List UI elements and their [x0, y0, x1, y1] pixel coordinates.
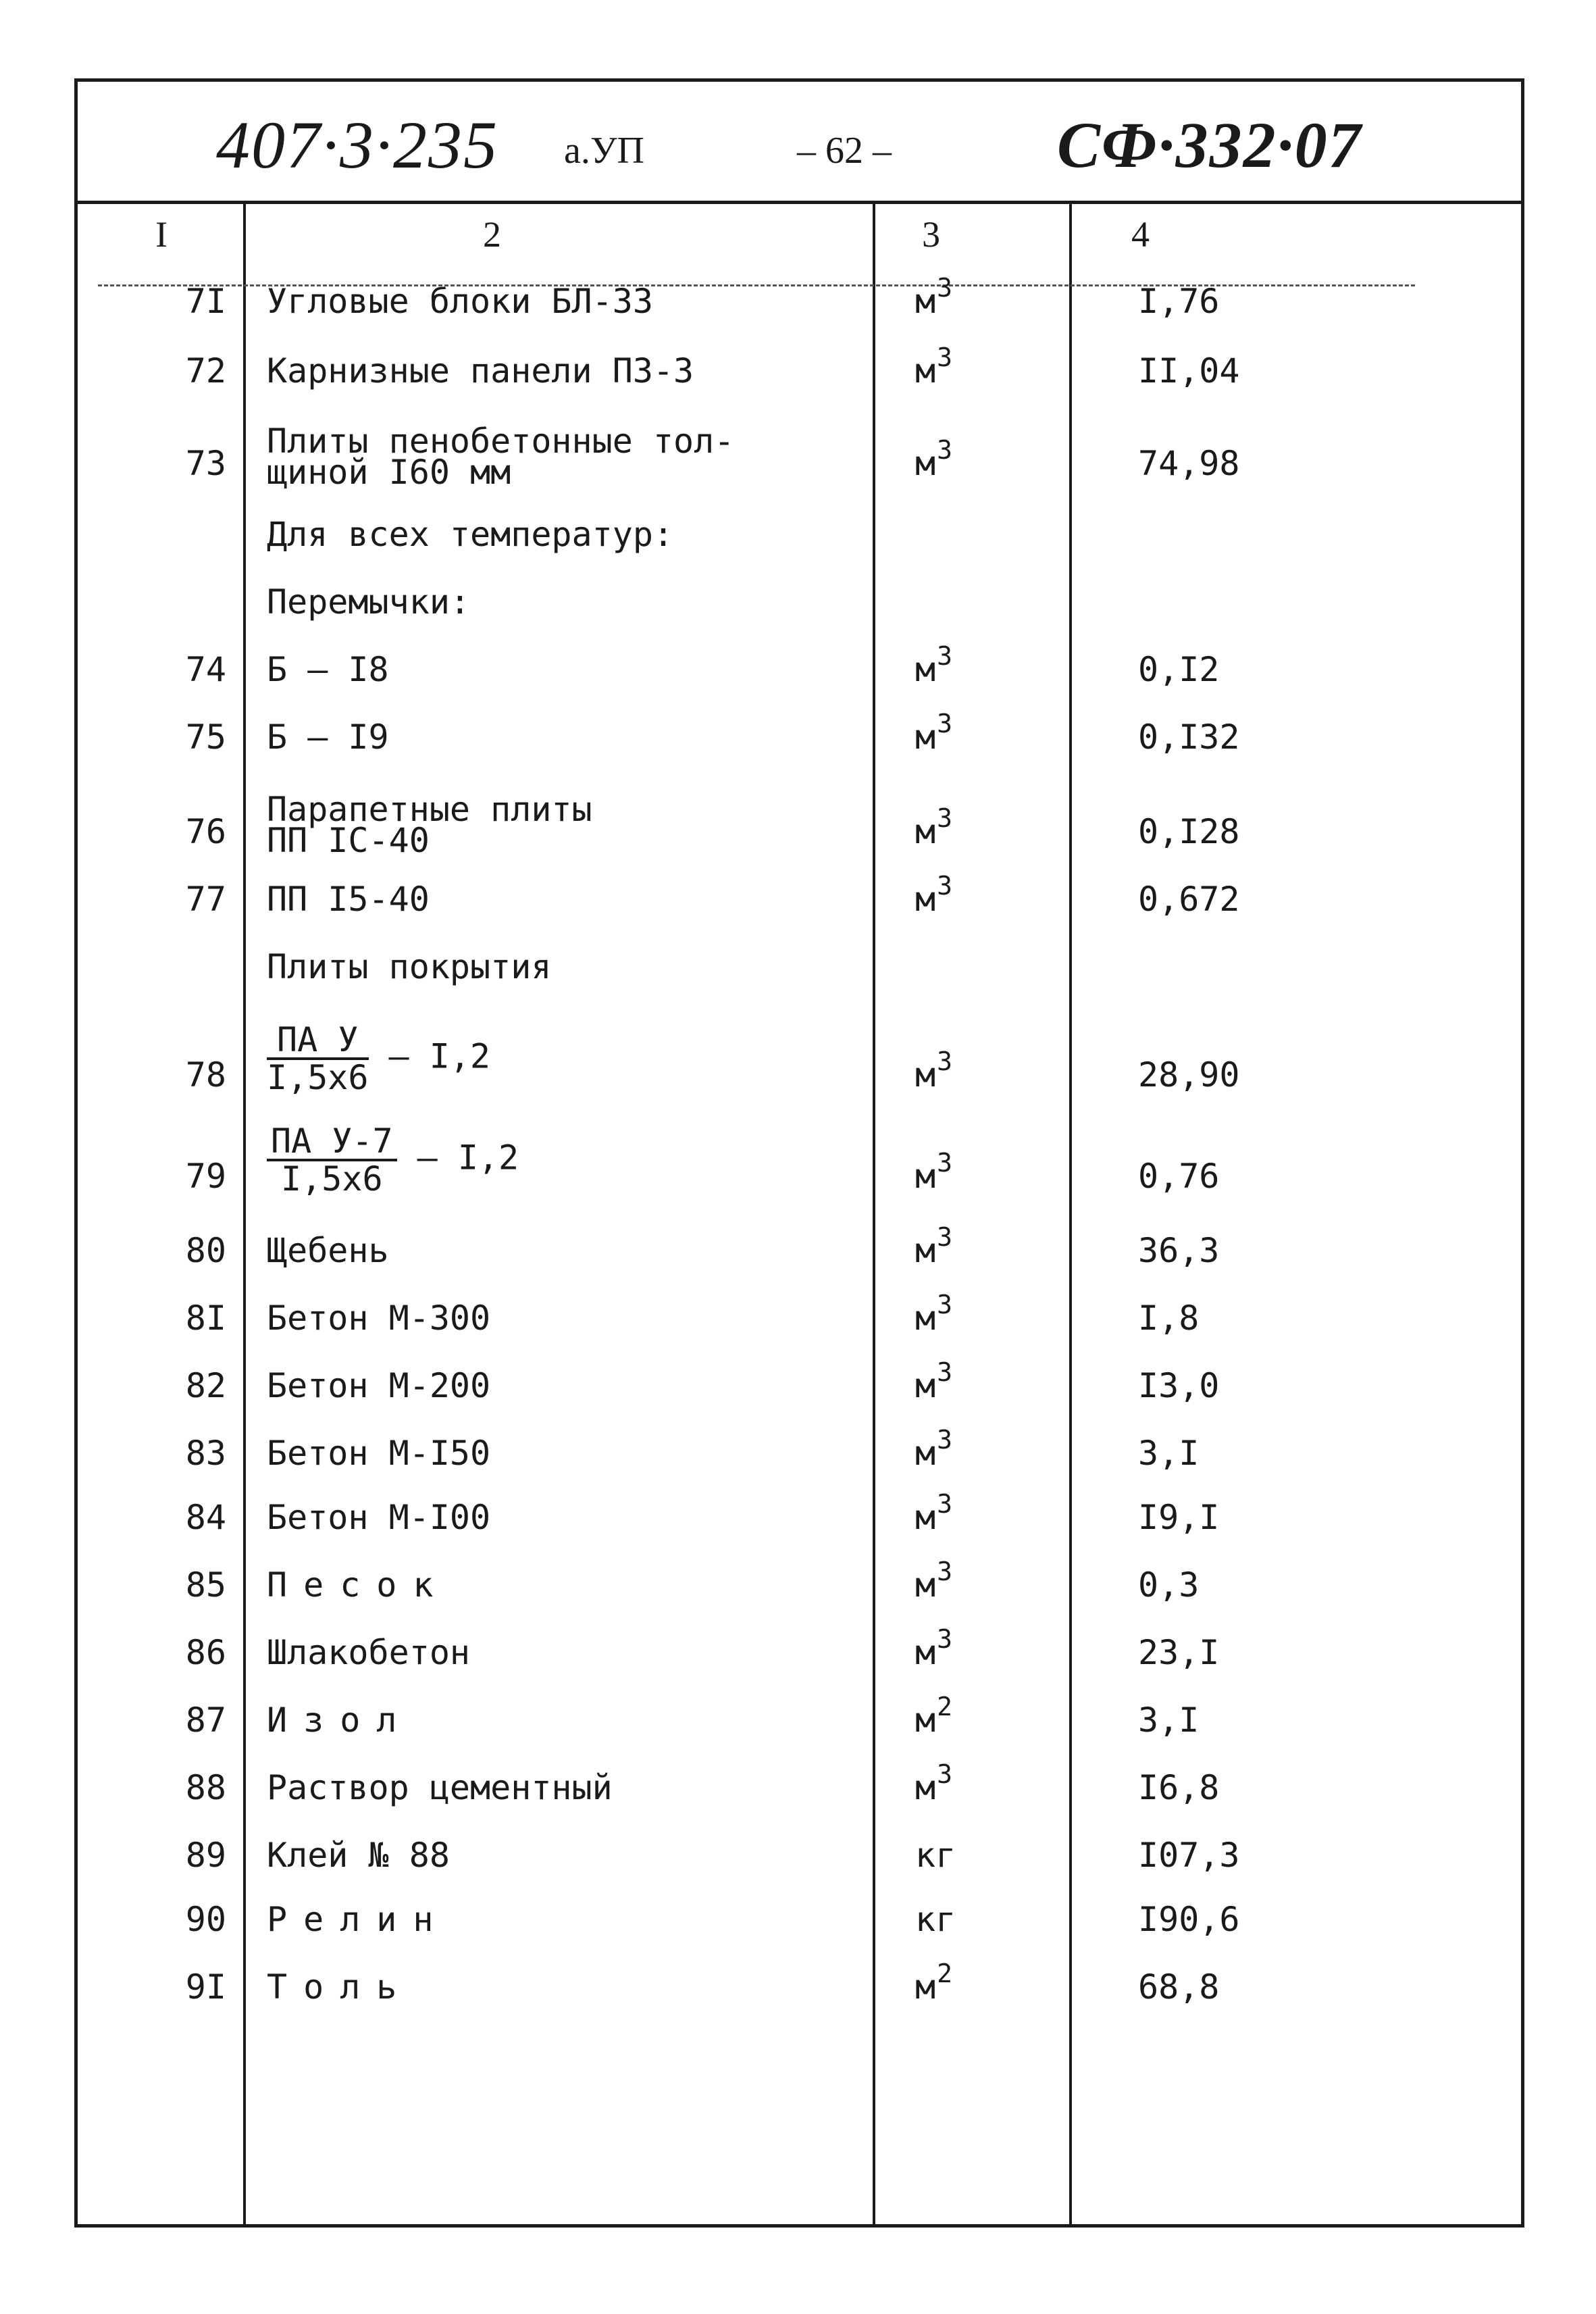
quantity: I3,0 — [1138, 1366, 1220, 1405]
unit — [915, 871, 1003, 920]
table-row — [78, 1020, 1521, 1098]
quantity: I9,I — [1138, 1498, 1220, 1537]
quantity: I07,3 — [1138, 1836, 1240, 1875]
fraction-numerator: ПА У — [267, 1022, 369, 1060]
unit — [915, 1759, 1003, 1808]
table-row — [78, 1624, 1521, 1703]
table-row — [78, 790, 1521, 861]
table-row — [78, 273, 1521, 351]
row-number: 78 — [185, 1055, 226, 1095]
item-fraction — [267, 1022, 369, 1095]
row-number: 90 — [185, 1900, 226, 1939]
item-name-line-1: Перемычки: — [267, 582, 471, 622]
unit — [915, 803, 1003, 852]
item-name — [267, 1969, 413, 2005]
row-number: 88 — [185, 1768, 226, 1807]
unit — [915, 1959, 1003, 2007]
quantity: 23,I — [1138, 1633, 1220, 1672]
row-number: 76 — [185, 812, 226, 851]
item-name-line-1: Изол — [267, 1701, 413, 1740]
unit-base: м — [915, 1633, 936, 1672]
unit — [915, 517, 1003, 555]
item-name — [267, 584, 470, 620]
unit — [915, 709, 1003, 757]
unit — [915, 1902, 1003, 1940]
unit-base: кг — [915, 1836, 956, 1875]
table-row — [78, 1838, 1521, 1905]
row-number: 86 — [185, 1633, 226, 1672]
unit-exponent: 3 — [937, 1425, 952, 1455]
table-row — [78, 1290, 1521, 1368]
table-row — [78, 1959, 1521, 2037]
unit-exponent: 3 — [937, 1148, 952, 1178]
unit-exponent: 3 — [937, 273, 952, 303]
column-header-1: I — [155, 214, 168, 255]
unit — [915, 1838, 1003, 1876]
item-name — [267, 1635, 470, 1670]
item-name-line-1: Бетон М-300 — [267, 1299, 491, 1338]
row-number: 85 — [185, 1565, 226, 1605]
unit-base: м — [915, 1231, 936, 1270]
unit — [915, 1692, 1003, 1740]
row-number: 73 — [185, 444, 226, 483]
table-row — [78, 1902, 1521, 1969]
album-label: а.УП — [564, 130, 644, 172]
unit-base: м — [915, 1434, 936, 1473]
row-number: 8I — [185, 1299, 226, 1338]
row-number: 74 — [185, 650, 226, 689]
item-name — [267, 1838, 450, 1873]
unit-base: м — [915, 1701, 936, 1740]
table-row — [78, 1557, 1521, 1635]
item-name-line-1: Угловые блоки БЛ-33 — [267, 282, 653, 321]
row-number: 80 — [185, 1231, 226, 1270]
quantity: 74,98 — [1138, 444, 1240, 483]
unit-exponent: 3 — [937, 1624, 952, 1654]
item-name — [267, 517, 673, 552]
item-name-line-1: Толь — [267, 1967, 413, 2007]
unit — [915, 1357, 1003, 1406]
row-number: 87 — [185, 1701, 226, 1740]
unit-base: м — [915, 880, 936, 919]
fraction-suffix: – I,2 — [417, 1138, 519, 1178]
item-name — [267, 652, 389, 687]
unit-base: м — [915, 1157, 936, 1196]
unit — [915, 1148, 1003, 1197]
item-name-line-1: Для всех температур: — [267, 515, 674, 554]
row-number: 75 — [185, 718, 226, 757]
item-name — [267, 1301, 490, 1336]
unit-base: м — [915, 1565, 936, 1605]
item-name — [267, 1436, 490, 1471]
table-row — [78, 641, 1521, 720]
unit-base: м — [915, 282, 936, 321]
item-name-line-1: ПП I5-40 — [267, 880, 430, 919]
item-name-line-1: Бетон М-200 — [267, 1366, 491, 1405]
item-name — [267, 284, 653, 319]
unit-exponent: 3 — [937, 1047, 952, 1076]
quantity: 0,76 — [1138, 1157, 1220, 1196]
item-name-line-2: ПП IС-40 — [267, 821, 430, 860]
fraction-denominator: I,5х6 — [281, 1159, 383, 1199]
unit-exponent: 3 — [937, 1222, 952, 1252]
quantity: 3,I — [1138, 1434, 1200, 1473]
unit — [915, 1047, 1003, 1095]
table-row — [78, 1357, 1521, 1436]
item-name — [267, 1368, 490, 1403]
quantity: 0,3 — [1138, 1565, 1200, 1605]
column-header-3: 3 — [922, 214, 940, 255]
item-name — [267, 790, 592, 860]
unit — [915, 1624, 1003, 1673]
item-name-line-1: Шлакобетон — [267, 1633, 471, 1672]
unit — [915, 949, 1003, 987]
item-name — [267, 720, 389, 755]
item-name — [267, 1902, 450, 1937]
row-number: 79 — [185, 1157, 226, 1196]
unit-exponent: 3 — [937, 709, 952, 738]
table-row — [78, 422, 1521, 493]
item-name-line-1: Релин — [267, 1900, 450, 1939]
row-number: 77 — [185, 880, 226, 919]
unit-exponent: 3 — [937, 803, 952, 833]
row-number: 7I — [185, 282, 226, 321]
item-name-line-1: Клей № 88 — [267, 1836, 450, 1875]
unit-exponent: 3 — [937, 1557, 952, 1586]
unit — [915, 1222, 1003, 1271]
item-name-line-1: Плиты пенобетонные тол- — [267, 422, 735, 461]
quantity: 28,90 — [1138, 1055, 1240, 1095]
unit-base: м — [915, 1768, 936, 1807]
unit-base: м — [915, 1366, 936, 1405]
row-number: 84 — [185, 1498, 226, 1537]
header-divider — [78, 201, 1521, 204]
row-number: 89 — [185, 1836, 226, 1875]
unit-exponent: 3 — [937, 435, 952, 465]
project-code: 407·3·235 — [216, 107, 498, 182]
quantity: II,04 — [1138, 351, 1240, 391]
unit-exponent: 3 — [937, 1759, 952, 1789]
unit-exponent: 3 — [937, 641, 952, 671]
unit-base: м — [915, 1967, 936, 2007]
row-number: 72 — [185, 351, 226, 391]
unit-base: м — [915, 812, 936, 851]
unit-base: м — [915, 718, 936, 757]
unit — [915, 584, 1003, 622]
unit — [915, 1489, 1003, 1538]
table-row — [78, 1759, 1521, 1838]
item-name-line-1: Плиты покрытия — [267, 947, 552, 986]
table-row — [78, 709, 1521, 787]
column-header-2: 2 — [483, 214, 501, 255]
item-name — [267, 1500, 490, 1535]
unit-exponent: 3 — [937, 1489, 952, 1519]
table-row — [78, 949, 1521, 1017]
quantity: I,8 — [1138, 1299, 1200, 1338]
table-row — [78, 871, 1521, 949]
table-row — [78, 1222, 1521, 1301]
item-name-line-1: Бетон М-I00 — [267, 1498, 491, 1537]
unit-exponent: 3 — [937, 871, 952, 901]
unit — [915, 1290, 1003, 1338]
item-name-line-1: Бетон М-I50 — [267, 1434, 491, 1473]
quantity: I,76 — [1138, 282, 1220, 321]
unit — [915, 435, 1003, 484]
row-number: 82 — [185, 1366, 226, 1405]
item-name-line-1: Щебень — [267, 1231, 389, 1270]
sheet-code: СФ·332·07 — [1057, 109, 1362, 181]
table-row — [78, 1425, 1521, 1503]
unit-exponent: 2 — [937, 1959, 952, 1988]
quantity: 0,I32 — [1138, 718, 1240, 757]
page-number: – 62 – — [797, 130, 892, 172]
unit-base: м — [915, 1299, 936, 1338]
unit-exponent: 3 — [937, 1357, 952, 1387]
unit-base: м — [915, 1055, 936, 1095]
item-name — [267, 1703, 413, 1738]
quantity: 3,I — [1138, 1701, 1200, 1740]
item-name-line-2: щиной I60 мм — [267, 453, 511, 492]
item-name-line-1: Раствор цементный — [267, 1768, 613, 1807]
item-name-line-1: Б – I8 — [267, 650, 389, 689]
item-name — [267, 1022, 490, 1095]
item-name-line-1: Карнизные панели ПЗ-3 — [267, 351, 694, 391]
item-name — [267, 422, 735, 492]
item-name — [267, 949, 551, 984]
quantity: I6,8 — [1138, 1768, 1220, 1807]
quantity: 0,I2 — [1138, 650, 1220, 689]
unit — [915, 1557, 1003, 1605]
item-name — [267, 1233, 389, 1268]
table-row — [78, 343, 1521, 421]
unit-base: м — [915, 650, 936, 689]
table-row — [78, 1692, 1521, 1770]
unit-base: м — [915, 444, 936, 483]
unit-exponent: 3 — [937, 1290, 952, 1319]
unit — [915, 273, 1003, 322]
item-name-line-1: Парапетные плиты — [267, 790, 592, 829]
item-name — [267, 882, 430, 917]
unit — [915, 1425, 1003, 1474]
document-frame — [74, 78, 1524, 2228]
fraction-numerator: ПА У-7 — [267, 1124, 397, 1161]
item-name — [267, 351, 694, 391]
unit — [915, 343, 1003, 391]
row-number: 83 — [185, 1434, 226, 1473]
item-name-line-1: Б – I9 — [267, 718, 389, 757]
unit-base: м — [915, 1498, 936, 1537]
item-name — [267, 1124, 519, 1197]
quantity: 0,672 — [1138, 880, 1240, 919]
item-name — [267, 1567, 450, 1603]
table-row — [78, 517, 1521, 584]
unit-base: м — [915, 351, 936, 391]
quantity: 68,8 — [1138, 1967, 1220, 2007]
unit-exponent: 2 — [937, 1692, 952, 1721]
item-name-line-1: Песок — [267, 1565, 450, 1605]
table-row — [78, 1122, 1521, 1199]
fraction-denominator: I,5х6 — [267, 1058, 369, 1097]
quantity: 0,I28 — [1138, 812, 1240, 851]
fraction-suffix: – I,2 — [388, 1036, 491, 1076]
item-fraction — [267, 1124, 397, 1197]
unit-base: кг — [915, 1900, 956, 1939]
quantity: I90,6 — [1138, 1900, 1240, 1939]
table-row — [78, 584, 1521, 652]
unit-exponent: 3 — [937, 343, 952, 372]
row-number: 9I — [185, 1967, 226, 2007]
quantity: 36,3 — [1138, 1231, 1220, 1270]
unit — [915, 641, 1003, 690]
item-name — [267, 1770, 613, 1805]
column-header-4: 4 — [1131, 214, 1150, 255]
table-row — [78, 1489, 1521, 1567]
